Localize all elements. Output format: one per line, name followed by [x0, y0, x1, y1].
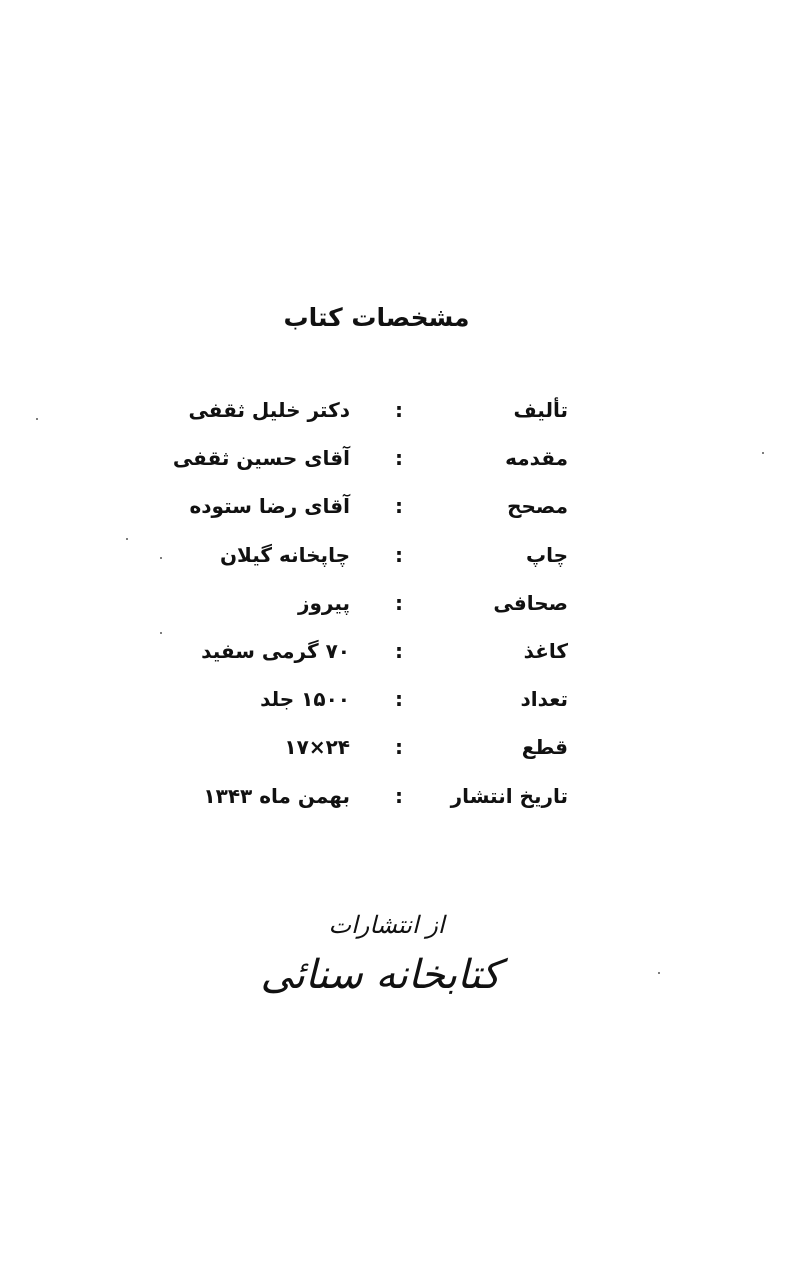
paper-speck — [658, 972, 660, 974]
spec-label: قطع — [521, 735, 568, 760]
spec-value: چاپخانه گیلان — [219, 542, 350, 567]
spec-value: ۲۴×۱۷ — [284, 735, 350, 760]
spec-row-paper — [170, 631, 580, 679]
spec-row-print-run — [170, 679, 580, 727]
spec-colon: : — [395, 687, 403, 712]
publisher-imprint — [0, 905, 797, 1005]
publisher-name: کتابخانه سنائی — [260, 952, 501, 998]
spec-row-binding — [170, 583, 580, 631]
spec-colon: : — [395, 638, 403, 663]
specifications-list — [170, 390, 580, 824]
spec-label: چاپ — [525, 542, 568, 567]
spec-colon: : — [395, 398, 403, 422]
spec-colon: : — [395, 494, 403, 519]
spec-label: تاریخ انتشار — [450, 783, 568, 808]
spec-value: آقای رضا ستوده — [189, 494, 350, 519]
spec-row-printer — [170, 535, 580, 583]
spec-colon: : — [395, 783, 403, 808]
spec-colon: : — [395, 542, 403, 567]
publisher-prefix: از انتشارات — [328, 911, 445, 939]
paper-speck — [36, 418, 38, 420]
spec-value: پیروز — [297, 590, 350, 615]
paper-speck — [160, 632, 162, 634]
spec-row-format — [170, 727, 580, 775]
spec-label: کاغذ — [523, 638, 568, 663]
spec-value: دکتر خلیل ثقفی — [188, 398, 350, 422]
spec-label: مقدمه — [505, 446, 568, 471]
paper-speck — [762, 452, 764, 454]
paper-speck — [160, 557, 162, 559]
spec-row-publication-date — [170, 776, 580, 824]
spec-colon: : — [395, 735, 403, 760]
spec-row-editor — [170, 486, 580, 534]
page-title: مشخصات کتاب — [283, 303, 470, 332]
spec-row-author — [170, 390, 580, 438]
spec-label: مصحح — [507, 494, 568, 519]
spec-colon: : — [395, 446, 403, 471]
spec-value: آقای حسین ثقفی — [172, 446, 350, 471]
spec-colon: : — [395, 590, 403, 615]
spec-value: بهمن ماه ۱۳۴۳ — [203, 783, 350, 808]
spec-label: تعداد — [520, 687, 568, 712]
spec-label: صحافی — [493, 590, 568, 615]
spec-row-introduction — [170, 438, 580, 486]
spec-value: ۱۵۰۰ جلد — [260, 687, 350, 712]
spec-label: تألیف — [513, 398, 568, 422]
spec-value: ۷۰ گرمی سفید — [201, 638, 350, 663]
paper-speck — [126, 538, 128, 540]
